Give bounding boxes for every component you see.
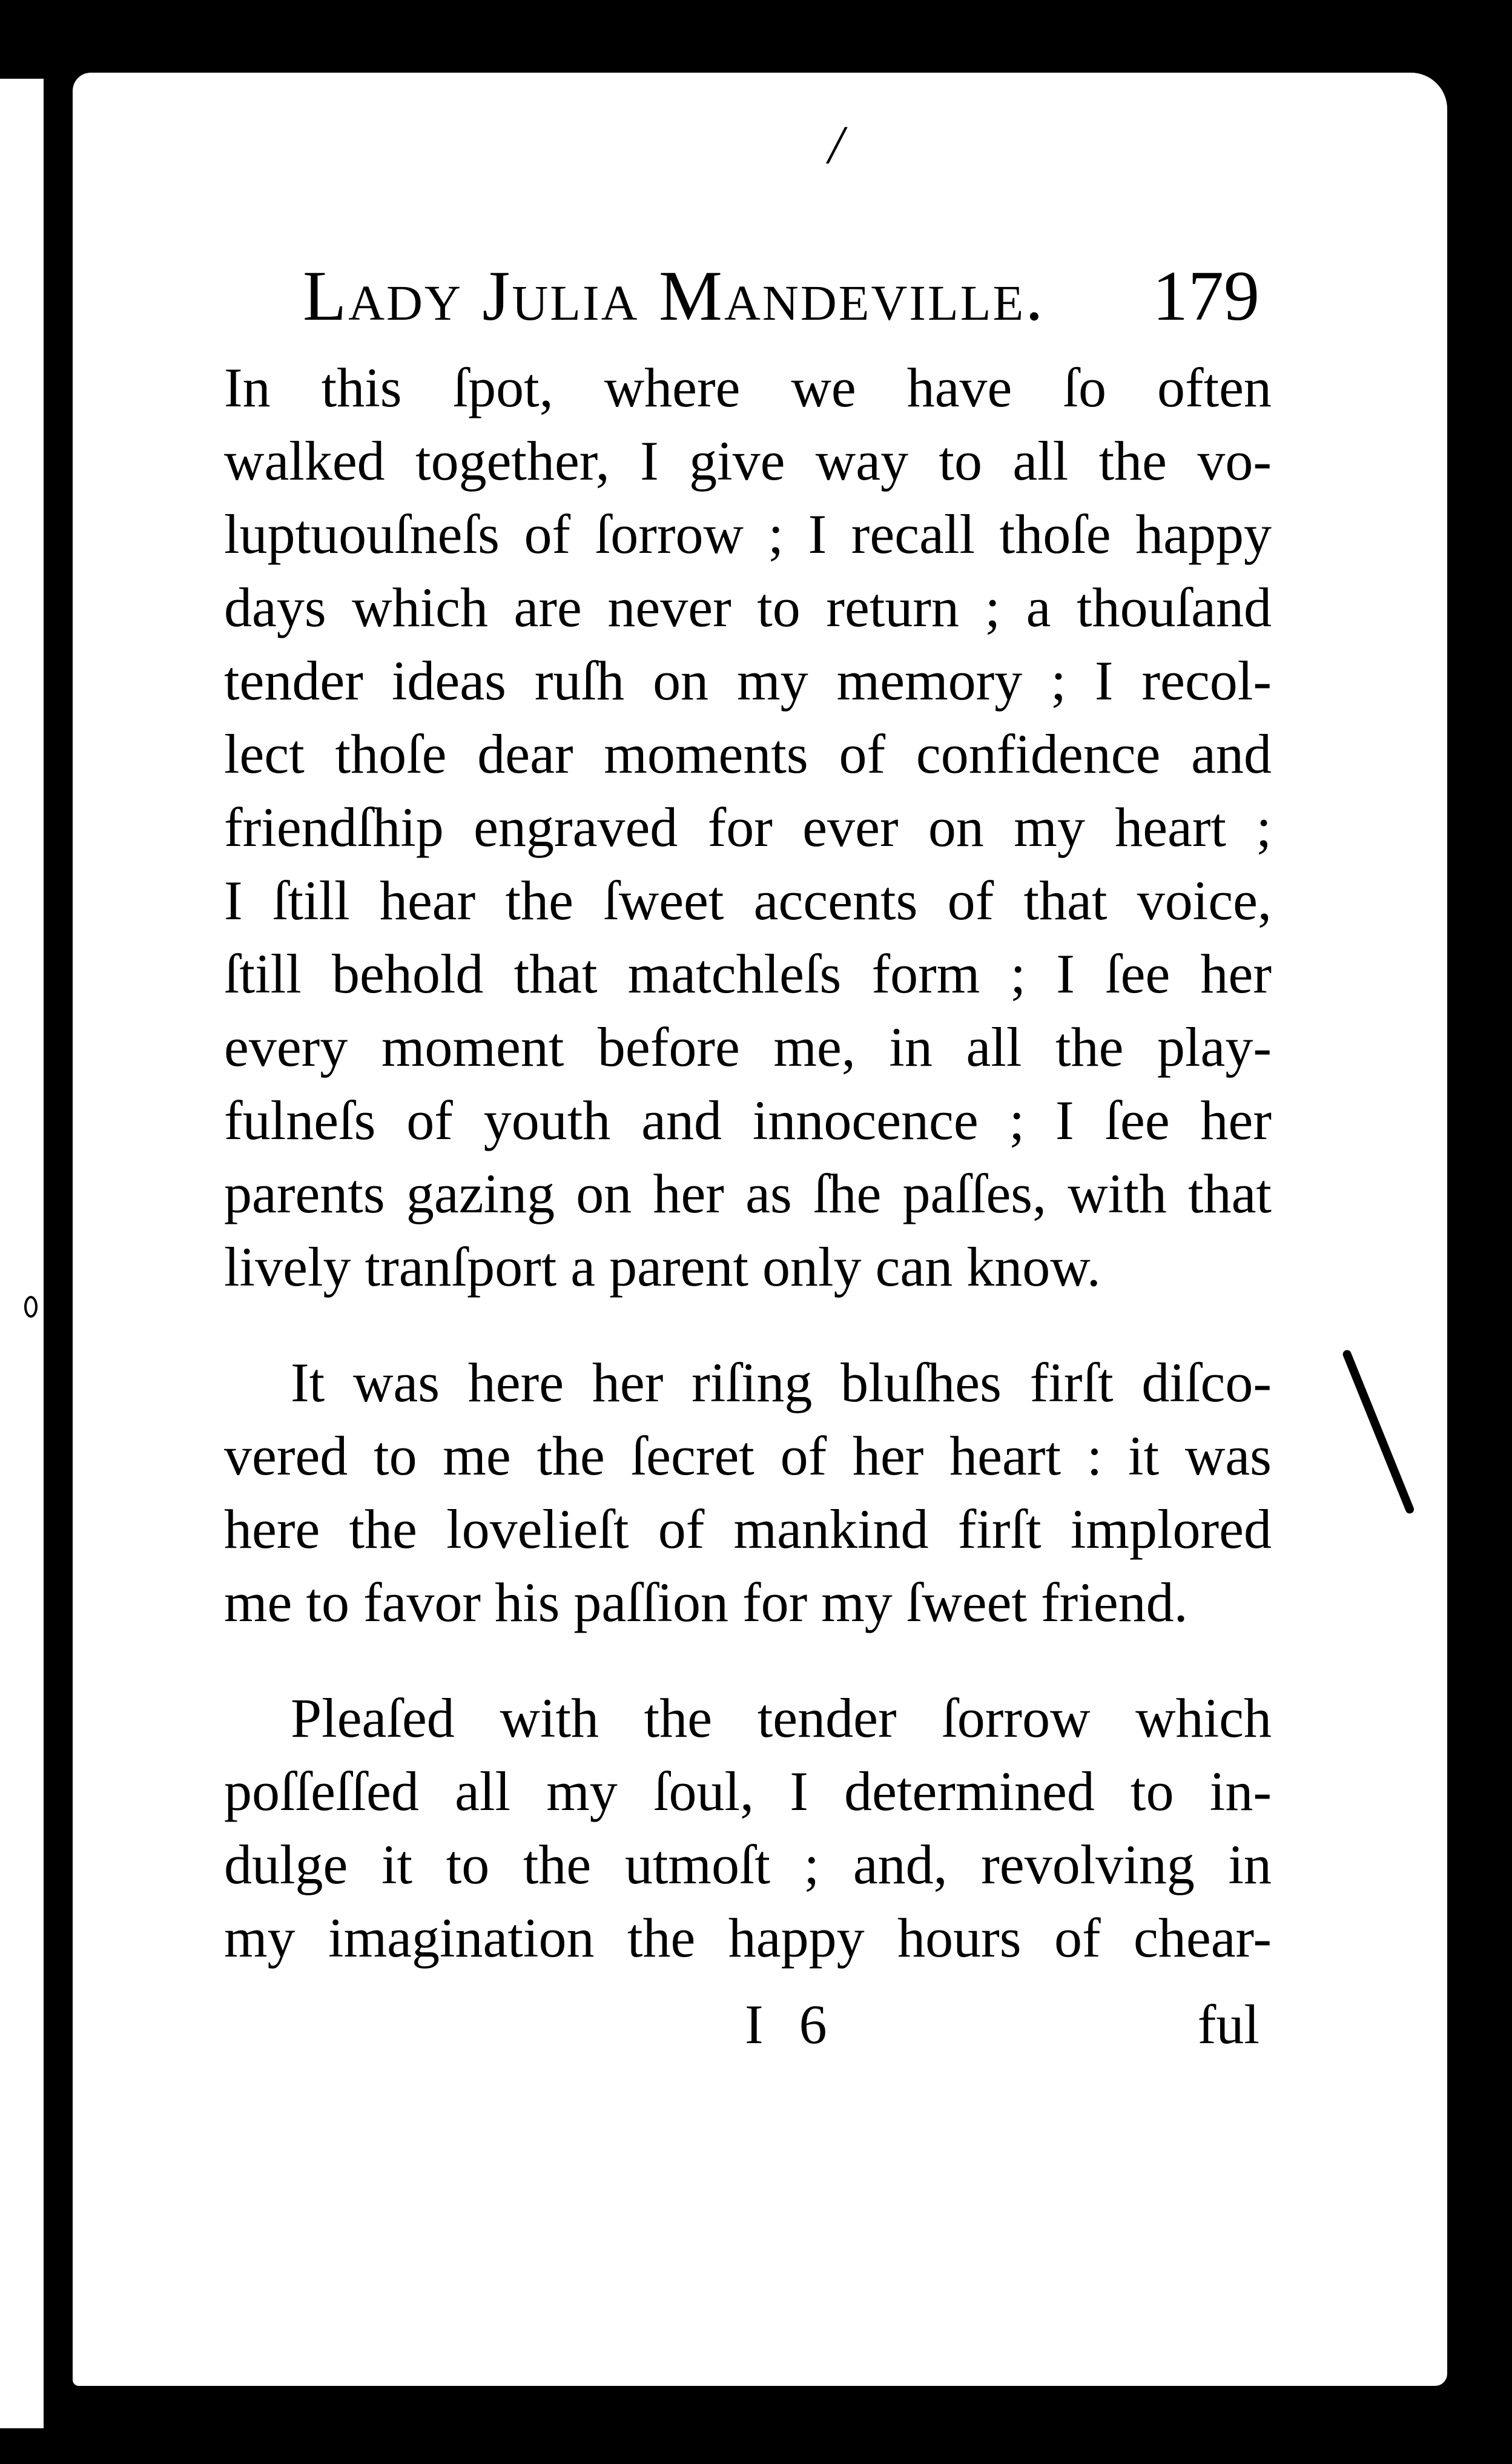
text-line: ſtill behold that matchleſs form ; I ſee her (224, 943, 1272, 1005)
adjacent-page-strip (0, 79, 44, 2428)
text-line: fulneſs of youth and innocence ; I ſee her (224, 1089, 1272, 1151)
paragraph (224, 1682, 1272, 1975)
paragraph-gap (224, 1304, 1272, 1346)
text-line: It was here her riſing bluſhes firſt diſco- (291, 1352, 1272, 1413)
text-line: tender ideas ruſh on my memory ; I recol- (224, 650, 1272, 712)
text-line: friendſhip engraved for ever on my heart ; (224, 796, 1272, 858)
text-line: me to favor his paſſion for my ſweet friend. (224, 1571, 1188, 1633)
running-title: Lady Julia Mandeville. (303, 256, 1045, 335)
text-line: here the lovelieſt of mankind firſt implored (224, 1498, 1272, 1560)
paragraph (224, 1346, 1272, 1639)
body-text (224, 351, 1272, 1975)
page-number: 179 (1152, 256, 1259, 335)
text-line: poſſeſſed all my ſoul, I determined to in- (224, 1760, 1272, 1822)
header-mark: / (828, 115, 844, 175)
text-line: I ſtill hear the ſweet accents of that voice, (224, 870, 1272, 931)
text-line: vered to me the ſecret of her heart : it was (224, 1425, 1272, 1487)
text-line: luptuouſneſs of ſorrow ; I recall thoſe happy (224, 503, 1272, 565)
text-line: my imagination the happy hours of chear- (224, 1907, 1272, 1969)
paragraph-gap (224, 1639, 1272, 1682)
catchword: ful (1197, 1993, 1259, 2055)
page-footer (224, 1992, 1272, 2065)
margin-mark (24, 1296, 38, 1318)
text-line: dulge it to the utmoſt ; and, revolving in (224, 1834, 1272, 1895)
text-line: every moment before me, in all the play- (224, 1016, 1272, 1078)
running-head (303, 256, 1259, 335)
text-line: walked together, I give way to all the vo- (224, 430, 1272, 492)
text-line: days which are never to return ; a thouſand (224, 576, 1272, 638)
signature-mark: I 6 (745, 1993, 838, 2055)
text-line: Pleaſed with the tender ſorrow which (291, 1687, 1272, 1749)
text-line: In this ſpot, where we have ſo often (224, 357, 1272, 418)
text-line: parents gazing on her as ſhe paſſes, with that (224, 1163, 1272, 1224)
text-line: lect thoſe dear moments of confidence and (224, 723, 1272, 785)
text-line: lively tranſport a parent only can know. (224, 1236, 1101, 1298)
paragraph (224, 351, 1272, 1304)
